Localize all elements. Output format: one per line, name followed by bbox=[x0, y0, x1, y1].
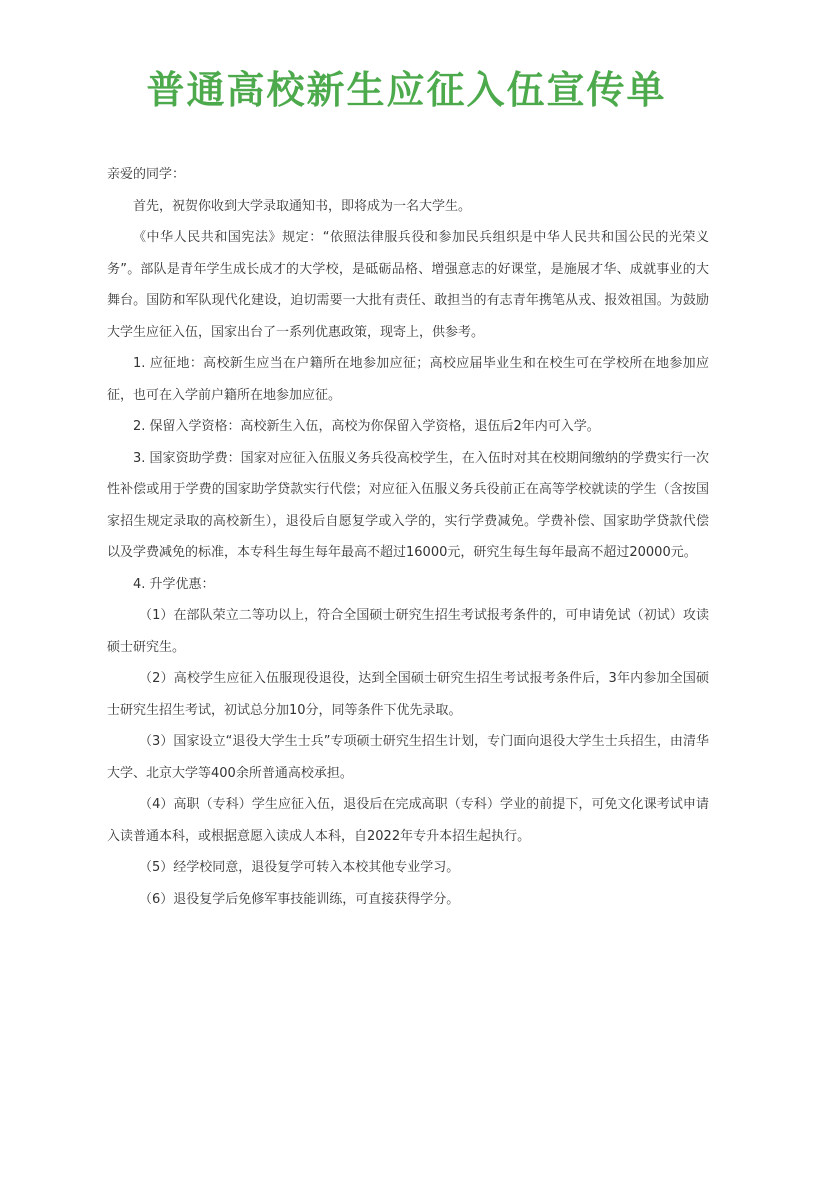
paragraph-retain-admission: 2. 保留入学资格：高校新生入伍，高校为你保留入学资格，退伍后2年内可入学。 bbox=[133, 419, 600, 434]
sub-item: （3）国家设立“退役大学生士兵”专项硕士研究生招生计划，专门面向退役大学生士兵招生，由清华大学、北京大学等400余所普通高校承担。 bbox=[107, 734, 709, 781]
page-title: 普通高校新生应征入伍宣传单 bbox=[146, 67, 667, 112]
paragraph-constitution: 《中华人民共和国宪法》规定：“依照法律服兵役和参加民兵组织是中华人民共和国公民的光荣义务”。部队是青年学生成长成才的大学校，是砥砺品格、增强意志的好课堂，是施展才华、成就事业的大舞台。国防和军队现代化建设，迫切需要一大批有责任、敢担当的有志青年携笔从戎、报效祖国。为鼓励大学生应征入伍，国家出台了一系列优惠政策，现寄上，供参考。 bbox=[107, 230, 709, 340]
paragraph-further-study-heading: 4. 升学优惠： bbox=[133, 576, 215, 592]
paragraph-congratulations: 首先，祝贺你收到大学录取通知书，即将成为一名大学生。 bbox=[133, 198, 472, 214]
greeting: 亲爱的同学： bbox=[107, 167, 186, 182]
sub-item: （5）经学校同意，退役复学可转入本校其他专业学习。 bbox=[139, 860, 460, 875]
sub-item: （2）高校学生应征入伍服现役退役，达到全国硕士研究生招生考试报考条件后，3年内参加全国硕士研究生招生考试，初试总分加10分，同等条件下优先录取。 bbox=[107, 671, 709, 718]
document-body bbox=[107, 159, 709, 915]
sub-item: （4）高职（专科）学生应征入伍，退役后在完成高职（专科）学业的前提下，可免文化课考试申请入读普通本科，或根据意愿入读成人本科，自2022年专升本招生起执行。 bbox=[107, 797, 709, 844]
paragraph-tuition-aid: 3. 国家资助学费：国家对应征入伍服义务兵役高校学生，在入伍时对其在校期间缴纳的学费实行一次性补偿或用于学费的国家助学贷款实行代偿；对应征入伍服义务兵役前正在高等学校就读的学生（含按国家招生规定录取的高校新生），退役后自愿复学或入学的，实行学费减免。学费补偿、国家助学贷款代偿以及学费减免的标准，本专科生每生每年最高不超过16000元，研究生每生每年最高不超过20000元。 bbox=[107, 450, 709, 560]
sub-item: （1）在部队荣立二等功以上，符合全国硕士研究生招生考试报考条件的，可申请免试（初试）攻读硕士研究生。 bbox=[107, 608, 709, 655]
paragraph-enlistment-location: 1. 应征地：高校新生应当在户籍所在地参加应征；高校应届毕业生和在校生可在学校所在地参加应征，也可在入学前户籍所在地参加应征。 bbox=[107, 356, 709, 403]
sub-item: （6）退役复学后免修军事技能训练，可直接获得学分。 bbox=[139, 891, 460, 907]
